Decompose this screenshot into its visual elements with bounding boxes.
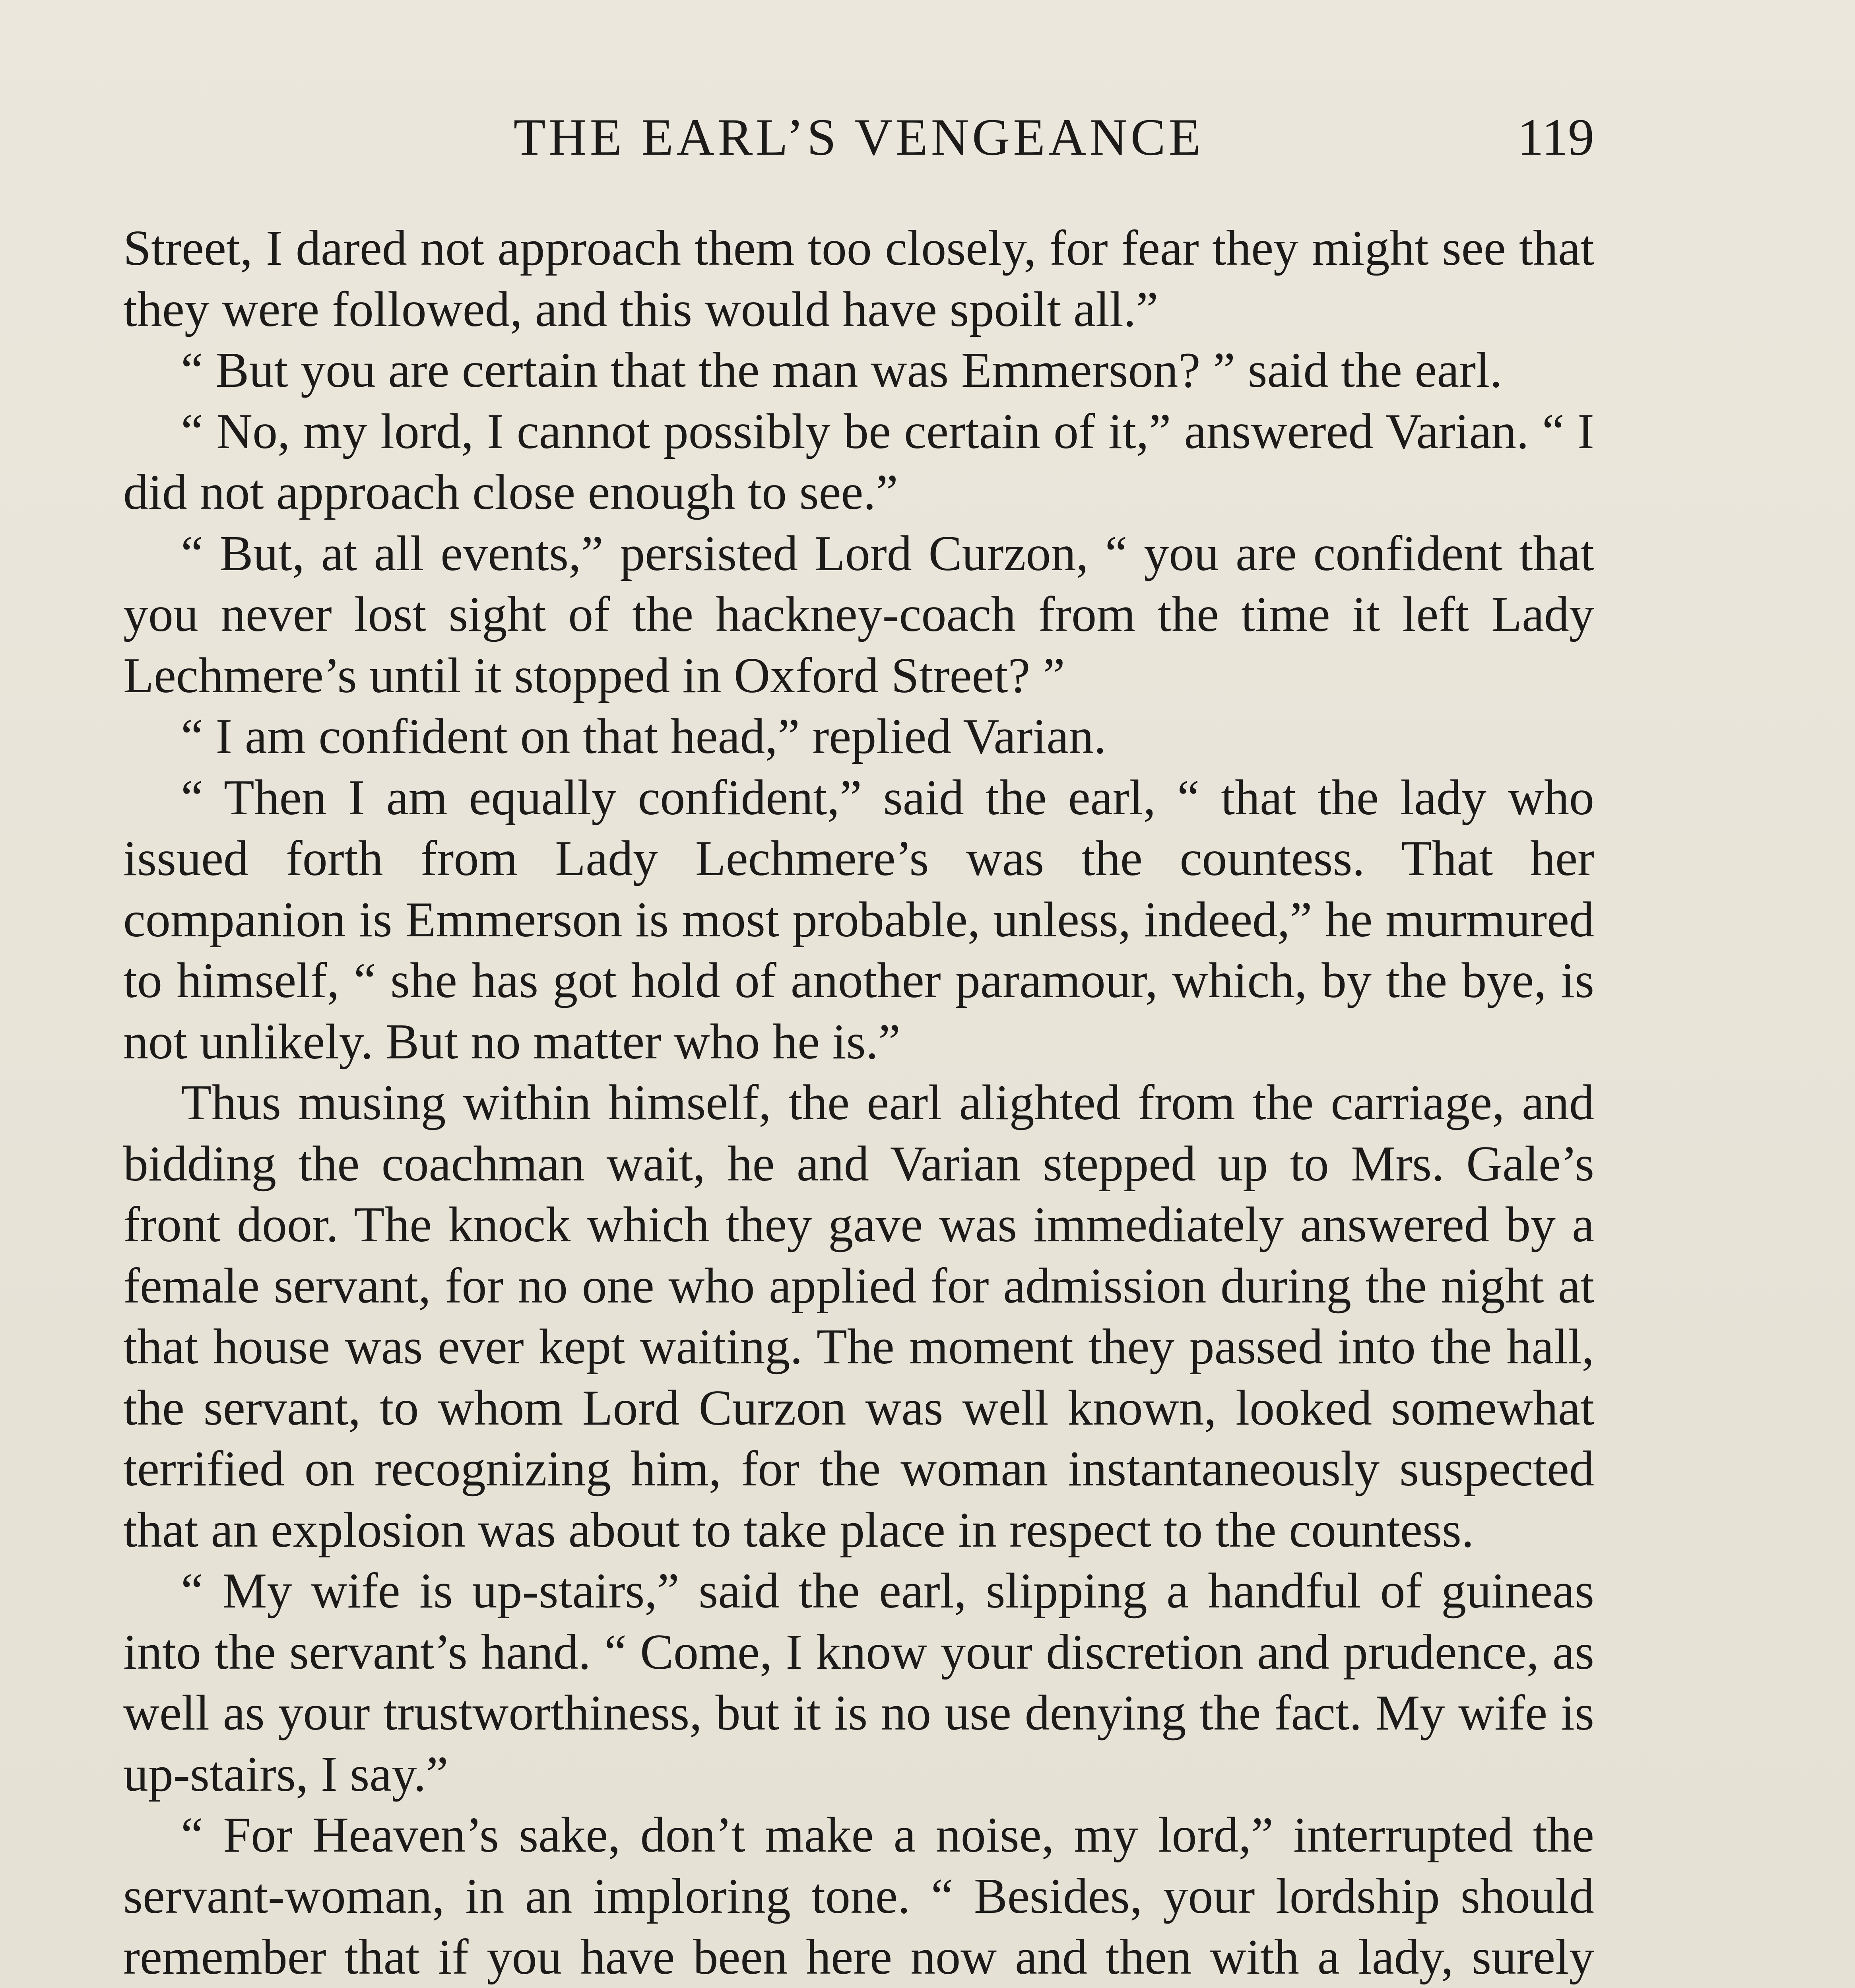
paragraph: Thus musing within himself, the earl alighted from the carriage, and bidding the coachman wait, he and Varian stepped up to Mrs. Gale’s front door. The knock which they gave was immediately answered by a female servant, for no one who applied for admission during the night at that house was ever kept waiting. The moment they passed into the hall, the servant, to whom Lord Curzon was well known, looked somewhat terrified on recognizing him, for the woman instantaneously suspected that an explosion was about to take place in respect to the countess. xyxy=(123,1075,1594,1558)
page-number: 119 xyxy=(1517,108,1594,166)
paragraph: “ Then I am equally confident,” said the earl, “ that the lady who issued forth from Lady Lechmere’s was the countess. That her companion is Emmerson is most probable, unless, indeed,” he murmured to himself, “ she has got hold of another paramour, which, by the bye, is not unlikely. But no matter who he is.” xyxy=(123,770,1594,1070)
paragraph: “ My wife is up-stairs,” said the earl, slipping a handful of guineas into the servant’s hand. “ Come, I know your discretion and prudence, as well as your trustworthiness, but it is no use denying the fact. My wife is up-stairs, I say.” xyxy=(123,1563,1594,1802)
running-head xyxy=(123,107,1594,167)
running-title: THE EARL’S VENGEANCE xyxy=(513,108,1204,166)
paragraph: “ I am confident on that head,” replied Varian. xyxy=(181,709,1106,764)
paragraph: “ For Heaven’s sake, don’t make a noise, my lord,” interrupted the servant-woman, in an imploring tone. “ Besides, your lordship should remember that if you have been here now and then with a lady, surely xyxy=(123,1807,1594,1985)
paragraph: Street, I dared not approach them too closely, for fear they might see that they were followed, and this would have spoilt all.” xyxy=(123,221,1594,337)
paragraph: “ But you are certain that the man was Emmerson? ” said the earl. xyxy=(181,343,1502,398)
paragraph: “ No, my lord, I cannot possibly be certain of it,” answered Varian. “ I did not approach close enough to see.” xyxy=(123,404,1594,520)
paragraph: “ But, at all events,” persisted Lord Curzon, “ you are confident that you never lost sight of the hackney-coach from the time it left Lady Lechmere’s until it stopped in Oxford Street? ” xyxy=(123,526,1594,703)
body-text xyxy=(123,218,1594,1988)
